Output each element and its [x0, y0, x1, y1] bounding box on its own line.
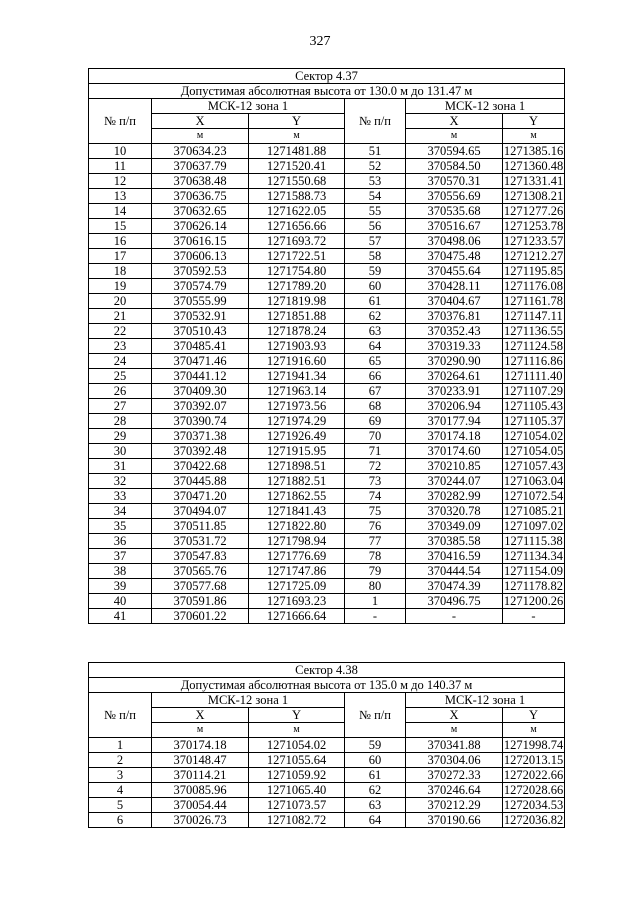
- coord-x: 370272.33: [406, 768, 503, 783]
- point-num: 5: [89, 798, 152, 813]
- coord-x: 370474.39: [406, 579, 503, 594]
- point-num: 16: [89, 234, 152, 249]
- point-num: 41: [89, 609, 152, 624]
- coord-y: 1271973.56: [249, 399, 345, 414]
- coord-y: 1271055.64: [249, 753, 345, 768]
- unit-cell: м: [249, 723, 345, 738]
- coord-x: 370290.90: [406, 354, 503, 369]
- point-num: 19: [89, 279, 152, 294]
- col-header-system: МСК-12 зона 1: [152, 693, 345, 708]
- point-num: 1: [89, 738, 152, 753]
- unit-cell: м: [503, 723, 565, 738]
- coord-x: 370584.50: [406, 159, 503, 174]
- table-row: [89, 753, 565, 768]
- coord-y: 1271882.51: [249, 474, 345, 489]
- table-row: [89, 339, 565, 354]
- coord-x: 370616.15: [152, 234, 249, 249]
- coord-y: 1271360.48: [503, 159, 564, 173]
- table-row: [89, 189, 565, 204]
- point-num: 77: [345, 534, 406, 549]
- table-row: [89, 414, 565, 429]
- table-row: [89, 429, 565, 444]
- point-num: 23: [89, 339, 152, 354]
- coord-x: 370601.22: [152, 609, 249, 624]
- point-num: 33: [89, 489, 152, 504]
- coord-y: 1271693.23: [249, 594, 345, 609]
- point-num: 25: [89, 369, 152, 384]
- coord-x: 370455.64: [406, 264, 503, 279]
- page-number: 327: [309, 34, 331, 49]
- point-num: 36: [89, 534, 152, 549]
- point-num: 60: [345, 279, 406, 294]
- point-num: 80: [345, 579, 406, 594]
- table-row: [89, 264, 565, 279]
- coord-x: 370445.88: [152, 474, 249, 489]
- coord-y: 1271178.82: [504, 579, 563, 593]
- coord-x: 370319.33: [406, 339, 503, 354]
- col-header-x: X: [406, 708, 503, 723]
- point-num: 51: [345, 144, 406, 159]
- coord-x: 370498.06: [406, 234, 503, 249]
- col-header-num: № п/п: [89, 693, 152, 738]
- col-header-y: Y: [249, 708, 345, 723]
- coord-y: 1271798.94: [249, 534, 345, 549]
- coord-x: 370174.18: [152, 738, 249, 753]
- point-num: 32: [89, 474, 152, 489]
- point-num: 54: [345, 189, 406, 204]
- table-row: [89, 534, 565, 549]
- table-row: [89, 399, 565, 414]
- point-num: 64: [345, 339, 406, 354]
- point-num: 66: [345, 369, 406, 384]
- coord-x: -: [406, 609, 503, 624]
- table-row: [89, 768, 565, 783]
- coord-x: 370444.54: [406, 564, 503, 579]
- unit-cell: м: [152, 129, 249, 144]
- point-num: 30: [89, 444, 152, 459]
- table-row: [89, 444, 565, 459]
- coord-x: 370206.94: [406, 399, 503, 414]
- table-row: [89, 174, 565, 189]
- col-header-x: X: [152, 708, 249, 723]
- point-num: 26: [89, 384, 152, 399]
- coord-y: 1271059.92: [249, 768, 345, 783]
- table-row: [89, 564, 565, 579]
- point-num: 57: [345, 234, 406, 249]
- coord-x: 370577.68: [152, 579, 249, 594]
- coord-x: 370392.07: [152, 399, 249, 414]
- point-num: 64: [345, 813, 406, 828]
- coord-x: 370210.85: [406, 459, 503, 474]
- point-num: 65: [345, 354, 406, 369]
- coord-x: 370496.75: [406, 594, 503, 609]
- coord-y: 1271097.02: [503, 519, 564, 533]
- coord-x: 370516.67: [406, 219, 503, 234]
- coord-y: 1271822.80: [249, 519, 345, 534]
- coord-y: -: [503, 609, 565, 624]
- table-row: [89, 579, 565, 594]
- point-num: 22: [89, 324, 152, 339]
- coord-y: 1271550.68: [249, 174, 345, 189]
- coord-x: 370282.99: [406, 489, 503, 504]
- sector-table: [88, 662, 565, 828]
- coord-x: 370591.86: [152, 594, 249, 609]
- point-num: 52: [345, 159, 406, 174]
- coord-y: 1271819.98: [249, 294, 345, 309]
- coord-x: 370246.64: [406, 783, 503, 798]
- coord-y: 1271124.58: [504, 339, 563, 353]
- coord-y: 1271481.88: [249, 144, 345, 159]
- coord-y: 1271176.08: [504, 279, 563, 293]
- coord-x: 370510.43: [152, 324, 249, 339]
- point-num: 63: [345, 324, 406, 339]
- point-num: 67: [345, 384, 406, 399]
- point-num: 31: [89, 459, 152, 474]
- col-header-num: № п/п: [345, 99, 406, 144]
- coord-y: 1271520.41: [249, 159, 345, 174]
- coord-y: 1271057.43: [503, 459, 564, 473]
- unit-cell: м: [406, 129, 503, 144]
- coord-x: 370304.06: [406, 753, 503, 768]
- point-num: 18: [89, 264, 152, 279]
- point-num: 59: [345, 264, 406, 279]
- point-num: 74: [345, 489, 406, 504]
- coord-x: 370555.99: [152, 294, 249, 309]
- point-num: 2: [89, 753, 152, 768]
- point-num: 63: [345, 798, 406, 813]
- coord-x: 370574.79: [152, 279, 249, 294]
- coord-x: 370636.75: [152, 189, 249, 204]
- unit-cell: м: [152, 723, 249, 738]
- coord-x: 370371.38: [152, 429, 249, 444]
- coord-y: 1271212.27: [503, 249, 564, 263]
- col-header-y: Y: [503, 114, 565, 129]
- coord-y: 1271916.60: [249, 354, 345, 369]
- point-num: 40: [89, 594, 152, 609]
- col-header-y: Y: [503, 708, 565, 723]
- point-num: 13: [89, 189, 152, 204]
- coord-x: 370535.68: [406, 204, 503, 219]
- table-row: [89, 519, 565, 534]
- table-row: [89, 549, 565, 564]
- point-num: 34: [89, 504, 152, 519]
- height-range: Допустимая абсолютная высота от 130.0 м до 131.47 м: [89, 84, 565, 99]
- coord-y: 1271107.29: [504, 384, 563, 398]
- col-header-x: X: [152, 114, 249, 129]
- coord-y: 1271116.86: [504, 354, 563, 368]
- coord-y: 1271154.09: [504, 564, 563, 578]
- coord-x: 370565.76: [152, 564, 249, 579]
- table-row: [89, 783, 565, 798]
- coord-y: 1272036.82: [503, 813, 564, 827]
- coord-y: 1271073.57: [249, 798, 345, 813]
- coord-x: 370441.12: [152, 369, 249, 384]
- coord-x: 370349.09: [406, 519, 503, 534]
- coord-x: 370422.68: [152, 459, 249, 474]
- coord-y: 1271789.20: [249, 279, 345, 294]
- coord-x: 370054.44: [152, 798, 249, 813]
- point-num: 38: [89, 564, 152, 579]
- col-header-num: № п/п: [345, 693, 406, 738]
- point-num: 59: [345, 738, 406, 753]
- coord-y: 1271622.05: [249, 204, 345, 219]
- coord-x: 370475.48: [406, 249, 503, 264]
- coord-y: 1271277.26: [503, 204, 564, 218]
- coord-y: 1271666.64: [249, 609, 345, 624]
- point-num: 28: [89, 414, 152, 429]
- coord-x: 370392.48: [152, 444, 249, 459]
- coord-y: 1271054.05: [503, 444, 564, 458]
- coord-y: 1271851.88: [249, 309, 345, 324]
- coord-y: 1271233.57: [503, 234, 564, 248]
- point-num: 6: [89, 813, 152, 828]
- table-row: [89, 234, 565, 249]
- table-row: [89, 798, 565, 813]
- coord-y: 1271147.11: [504, 309, 563, 323]
- coord-x: 370148.47: [152, 753, 249, 768]
- coord-y: 1271253.78: [503, 219, 564, 233]
- point-num: 79: [345, 564, 406, 579]
- point-num: 10: [89, 144, 152, 159]
- point-num: 20: [89, 294, 152, 309]
- coord-y: 1271974.29: [249, 414, 345, 429]
- coord-x: 370385.58: [406, 534, 503, 549]
- table-row: [89, 594, 565, 609]
- coord-y: 1271134.34: [504, 549, 563, 563]
- point-num: 11: [89, 159, 152, 174]
- coord-y: 1271111.40: [503, 369, 565, 384]
- coord-x: 370212.29: [406, 798, 503, 813]
- coord-x: 370637.79: [152, 159, 249, 174]
- table-row: [89, 738, 565, 753]
- coord-y: 1271898.51: [249, 459, 345, 474]
- coord-x: 370626.14: [152, 219, 249, 234]
- point-num: 29: [89, 429, 152, 444]
- point-num: 60: [345, 753, 406, 768]
- coord-x: 370190.66: [406, 813, 503, 828]
- sector-title: Сектор 4.37: [89, 69, 565, 84]
- coord-x: 370404.67: [406, 294, 503, 309]
- coord-x: 370264.61: [406, 369, 503, 384]
- coord-y: 1272013.15: [503, 753, 564, 767]
- coord-x: 370233.91: [406, 384, 503, 399]
- coord-x: 370471.46: [152, 354, 249, 369]
- coord-y: 1271915.95: [249, 444, 345, 459]
- coord-y: 1271747.86: [249, 564, 345, 579]
- table-row: [89, 144, 565, 159]
- coord-y: 1271331.41: [503, 174, 564, 188]
- point-num: 35: [89, 519, 152, 534]
- coord-y: 1271725.09: [249, 579, 345, 594]
- point-num: 58: [345, 249, 406, 264]
- point-num: 56: [345, 219, 406, 234]
- coord-x: 370244.07: [406, 474, 503, 489]
- point-num: -: [345, 609, 406, 624]
- coord-y: 1271776.69: [249, 549, 345, 564]
- coord-y: 1271693.72: [249, 234, 345, 249]
- table-row: [89, 249, 565, 264]
- table-row: [89, 813, 565, 828]
- table-row: [89, 504, 565, 519]
- col-header-system: МСК-12 зона 1: [406, 693, 565, 708]
- coord-y: 1271862.55: [249, 489, 345, 504]
- coord-y: 1271926.49: [249, 429, 345, 444]
- table-row: [89, 384, 565, 399]
- coord-y: 1271903.93: [249, 339, 345, 354]
- col-header-num: № п/п: [89, 99, 152, 144]
- col-header-system: МСК-12 зона 1: [152, 99, 345, 114]
- coord-y: 1271878.24: [249, 324, 345, 339]
- table-row: [89, 294, 565, 309]
- coord-x: 370471.20: [152, 489, 249, 504]
- sector-title: Сектор 4.38: [89, 663, 565, 678]
- coord-x: 370390.74: [152, 414, 249, 429]
- coord-y: 1271841.43: [249, 504, 345, 519]
- coord-x: 370352.43: [406, 324, 503, 339]
- coord-x: 370531.72: [152, 534, 249, 549]
- coord-y: 1272034.53: [503, 798, 564, 812]
- col-header-y: Y: [249, 114, 345, 129]
- coord-y: 1272022.66: [503, 768, 564, 782]
- coord-y: 1271200.26: [503, 594, 564, 608]
- coord-y: 1271136.55: [504, 324, 563, 338]
- coord-y: 1271085.21: [503, 504, 564, 518]
- coord-y: 1271065.40: [249, 783, 345, 798]
- point-num: 15: [89, 219, 152, 234]
- point-num: 39: [89, 579, 152, 594]
- point-num: 78: [345, 549, 406, 564]
- table-row: [89, 609, 565, 624]
- point-num: 3: [89, 768, 152, 783]
- col-header-x: X: [406, 114, 503, 129]
- coord-y: 1271588.73: [249, 189, 345, 204]
- coord-y: 1271754.80: [249, 264, 345, 279]
- point-num: 75: [345, 504, 406, 519]
- coord-y: 1271308.21: [503, 189, 564, 203]
- point-num: 24: [89, 354, 152, 369]
- coord-y: 1271105.43: [504, 399, 563, 413]
- sector-table: [88, 68, 565, 624]
- coord-y: 1271998.74: [503, 738, 564, 752]
- coord-x: 370174.18: [406, 429, 503, 444]
- coord-x: 370485.41: [152, 339, 249, 354]
- coord-x: 370409.30: [152, 384, 249, 399]
- coord-y: 1271063.04: [503, 474, 564, 488]
- coord-y: 1271072.54: [503, 489, 564, 503]
- col-header-system: МСК-12 зона 1: [406, 99, 565, 114]
- coord-x: 370376.81: [406, 309, 503, 324]
- point-num: 21: [89, 309, 152, 324]
- table-row: [89, 279, 565, 294]
- unit-cell: м: [249, 129, 345, 144]
- coord-y: 1271115.38: [504, 534, 563, 548]
- table-row: [89, 459, 565, 474]
- point-num: 62: [345, 783, 406, 798]
- coord-y: 1271722.51: [249, 249, 345, 264]
- point-num: 4: [89, 783, 152, 798]
- coord-x: 370174.60: [406, 444, 503, 459]
- table-row: [89, 474, 565, 489]
- table-row: [89, 489, 565, 504]
- coord-y: 1271385.16: [503, 144, 564, 158]
- point-num: 61: [345, 294, 406, 309]
- coord-x: 370606.13: [152, 249, 249, 264]
- point-num: 14: [89, 204, 152, 219]
- coord-x: 370428.11: [406, 279, 503, 294]
- table-row: [89, 159, 565, 174]
- point-num: 55: [345, 204, 406, 219]
- coord-x: 370114.21: [152, 768, 249, 783]
- point-num: 12: [89, 174, 152, 189]
- coord-x: 370547.83: [152, 549, 249, 564]
- table-row: [89, 324, 565, 339]
- coord-x: 370416.59: [406, 549, 503, 564]
- table-row: [89, 309, 565, 324]
- point-num: 71: [345, 444, 406, 459]
- table-row: [89, 369, 565, 384]
- coord-x: 370511.85: [152, 519, 249, 534]
- coord-x: 370320.78: [406, 504, 503, 519]
- coord-y: 1271161.78: [504, 294, 563, 308]
- point-num: 72: [345, 459, 406, 474]
- coord-y: 1272028.66: [503, 783, 564, 797]
- coord-x: 370638.48: [152, 174, 249, 189]
- height-range: Допустимая абсолютная высота от 135.0 м до 140.37 м: [89, 678, 565, 693]
- table-row: [89, 204, 565, 219]
- coord-x: 370341.88: [406, 738, 503, 753]
- unit-cell: м: [406, 723, 503, 738]
- unit-cell: м: [503, 129, 565, 144]
- point-num: 53: [345, 174, 406, 189]
- coord-x: 370532.91: [152, 309, 249, 324]
- table-row: [89, 354, 565, 369]
- point-num: 68: [345, 399, 406, 414]
- point-num: 76: [345, 519, 406, 534]
- coord-x: 370570.31: [406, 174, 503, 189]
- coord-x: 370556.69: [406, 189, 503, 204]
- coord-x: 370594.65: [406, 144, 503, 159]
- coord-y: 1271054.02: [503, 429, 564, 443]
- coord-x: 370026.73: [152, 813, 249, 828]
- point-num: 69: [345, 414, 406, 429]
- point-num: 61: [345, 768, 406, 783]
- coord-y: 1271941.34: [249, 369, 345, 384]
- coord-y: 1271963.14: [249, 384, 345, 399]
- coord-x: 370634.23: [152, 144, 249, 159]
- coord-x: 370085.96: [152, 783, 249, 798]
- coord-y: 1271195.85: [504, 264, 563, 278]
- table-row: [89, 219, 565, 234]
- coord-x: 370494.07: [152, 504, 249, 519]
- point-num: 27: [89, 399, 152, 414]
- coord-x: 370632.65: [152, 204, 249, 219]
- coord-y: 1271082.72: [249, 813, 345, 828]
- coord-x: 370592.53: [152, 264, 249, 279]
- coord-x: 370177.94: [406, 414, 503, 429]
- coord-y: 1271105.37: [504, 414, 563, 428]
- point-num: 17: [89, 249, 152, 264]
- coord-y: 1271656.66: [249, 219, 345, 234]
- point-num: 73: [345, 474, 406, 489]
- point-num: 62: [345, 309, 406, 324]
- coord-y: 1271054.02: [249, 738, 345, 753]
- point-num: 37: [89, 549, 152, 564]
- point-num: 70: [345, 429, 406, 444]
- point-num: 1: [345, 594, 406, 609]
